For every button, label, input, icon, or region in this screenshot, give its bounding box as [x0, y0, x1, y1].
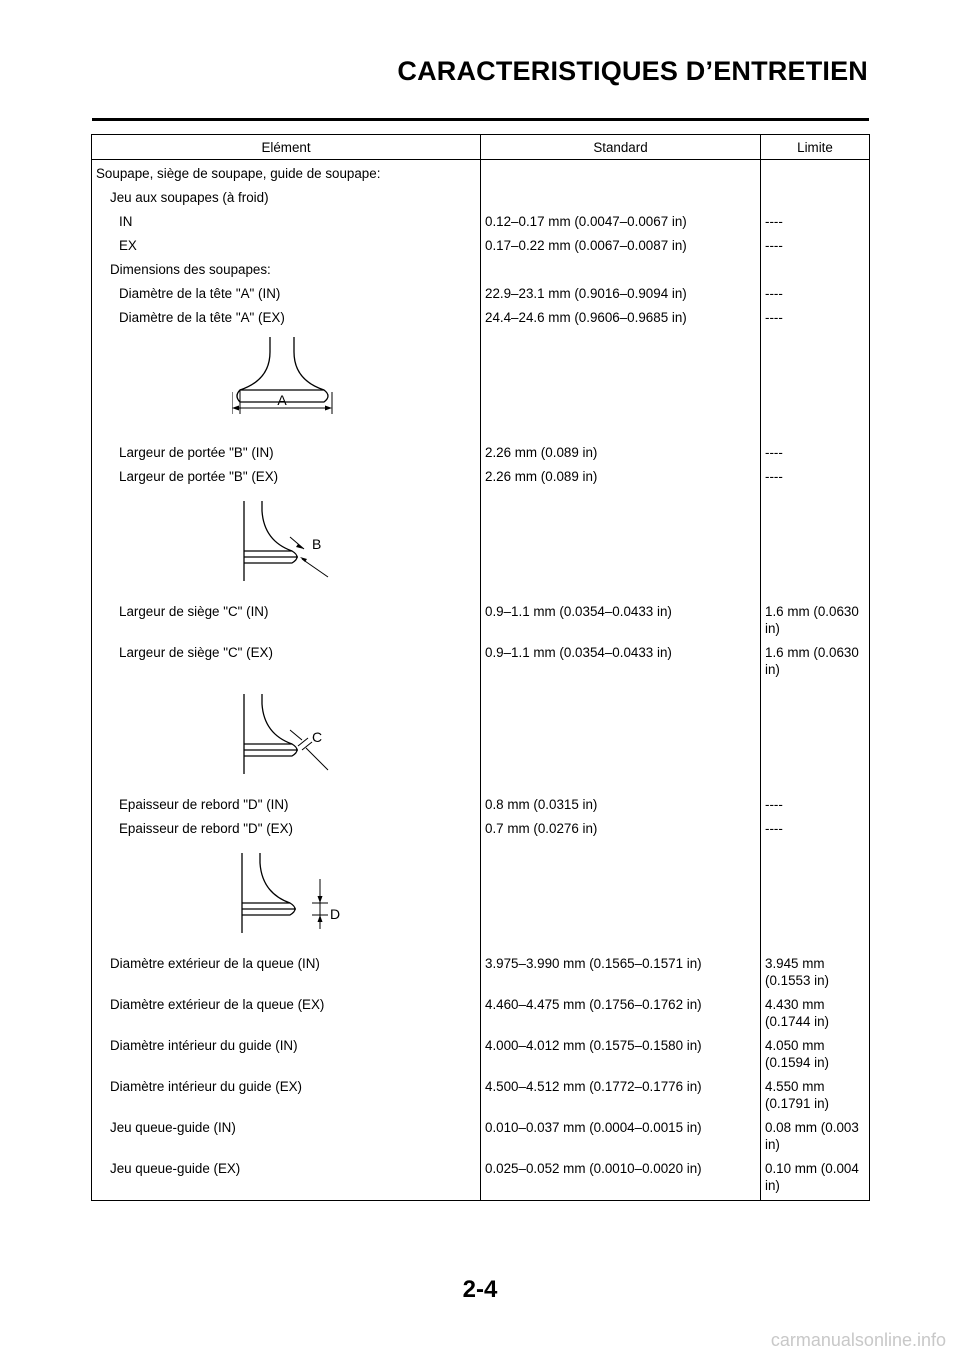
column-header-element: Elément: [92, 135, 481, 160]
figure-label-c: C: [312, 729, 323, 745]
element-cell: Epaisseur de rebord "D" (EX): [92, 813, 481, 837]
watermark[interactable]: carmanualsonline.info: [770, 1330, 946, 1350]
standard-cell: 2.26 mm (0.089 in): [481, 461, 761, 485]
element-cell: Jeu aux soupapes (à froid): [92, 182, 481, 206]
table-row: [92, 278, 870, 302]
limit-cell: 4.550 mm (0.1791 in): [761, 1071, 870, 1112]
table-row: [92, 254, 870, 278]
limit-cell: ----: [761, 206, 870, 230]
figure-row-a: [92, 326, 870, 444]
element-cell: Diamètre de la tête "A" (EX): [92, 302, 481, 326]
table-row: [92, 206, 870, 230]
element-cell: IN: [92, 206, 481, 230]
valve-head-diameter-diagram: [232, 332, 362, 432]
limit-cell: 1.6 mm (0.0630 in): [761, 637, 870, 678]
figure-cell: [92, 326, 481, 444]
page-title: CARACTERISTIQUES D’ENTRETIEN: [397, 56, 868, 86]
limit-cell: [761, 254, 870, 278]
figure-row-c: [92, 678, 870, 796]
element-cell: Largeur de portée "B" (IN): [92, 444, 481, 461]
standard-cell: 0.9–1.1 mm (0.0354–0.0433 in): [481, 637, 761, 678]
standard-cell: 0.17–0.22 mm (0.0067–0.0087 in): [481, 230, 761, 254]
table-row: [92, 230, 870, 254]
figure-label-b: B: [312, 536, 322, 552]
element-cell: EX: [92, 230, 481, 254]
standard-cell: [481, 182, 761, 206]
figure-row-b: [92, 485, 870, 603]
table-row: [92, 989, 870, 1030]
table-row: [92, 444, 870, 461]
limit-cell: 4.050 mm (0.1594 in): [761, 1030, 870, 1071]
limit-cell: ----: [761, 444, 870, 461]
column-header-limit: Limite: [761, 135, 870, 160]
element-cell: Largeur de portée "B" (EX): [92, 461, 481, 485]
standard-cell: 24.4–24.6 mm (0.9606–0.9685 in): [481, 302, 761, 326]
limit-cell: 0.10 mm (0.004 in): [761, 1153, 870, 1201]
element-cell: Jeu queue-guide (EX): [92, 1153, 481, 1201]
table-row: [92, 955, 870, 989]
standard-cell: 0.12–0.17 mm (0.0047–0.0067 in): [481, 206, 761, 230]
page-number: 2-4: [462, 1276, 498, 1303]
standard-cell: 3.975–3.990 mm (0.1565–0.1571 in): [481, 955, 761, 989]
standard-cell: 0.8 mm (0.0315 in): [481, 796, 761, 813]
figure-label-d: D: [330, 906, 341, 922]
element-cell: Epaisseur de rebord "D" (IN): [92, 796, 481, 813]
table-header-row: [92, 135, 870, 160]
figure-cell: [92, 678, 481, 796]
standard-cell: 0.7 mm (0.0276 in): [481, 813, 761, 837]
element-cell: Diamètre intérieur du guide (IN): [92, 1030, 481, 1071]
limit-cell: ----: [761, 461, 870, 485]
table-row: [92, 182, 870, 206]
element-cell: Diamètre de la tête "A" (IN): [92, 278, 481, 302]
table-row: [92, 1071, 870, 1112]
column-header-standard: Standard: [481, 135, 761, 160]
table-row: [92, 461, 870, 485]
standard-cell: [481, 160, 761, 183]
table-row: [92, 603, 870, 637]
header-rule: [92, 118, 869, 121]
limit-cell: ----: [761, 278, 870, 302]
table-row: [92, 160, 870, 183]
element-cell: Diamètre extérieur de la queue (IN): [92, 955, 481, 989]
margin-thickness-diagram: [232, 843, 362, 943]
face-width-diagram: [232, 491, 362, 591]
limit-cell: ----: [761, 302, 870, 326]
standard-cell: [481, 254, 761, 278]
standard-cell: 4.460–4.475 mm (0.1756–0.1762 in): [481, 989, 761, 1030]
figure-cell: [92, 485, 481, 603]
element-cell: Diamètre extérieur de la queue (EX): [92, 989, 481, 1030]
element-cell: Jeu queue-guide (IN): [92, 1112, 481, 1153]
table-row: [92, 637, 870, 678]
table-row: [92, 302, 870, 326]
standard-cell: 4.000–4.012 mm (0.1575–0.1580 in): [481, 1030, 761, 1071]
table-row: [92, 813, 870, 837]
table-row: [92, 1112, 870, 1153]
limit-cell: 0.08 mm (0.003 in): [761, 1112, 870, 1153]
standard-cell: 0.010–0.037 mm (0.0004–0.0015 in): [481, 1112, 761, 1153]
limit-cell: [761, 182, 870, 206]
limit-cell: 1.6 mm (0.0630 in): [761, 603, 870, 637]
standard-cell: 22.9–23.1 mm (0.9016–0.9094 in): [481, 278, 761, 302]
table-row: [92, 796, 870, 813]
limit-cell: 4.430 mm (0.1744 in): [761, 989, 870, 1030]
element-cell: Diamètre intérieur du guide (EX): [92, 1071, 481, 1112]
element-cell: Dimensions des soupapes:: [92, 254, 481, 278]
element-cell: Soupape, siège de soupape, guide de soupape:: [92, 160, 481, 183]
limit-cell: ----: [761, 813, 870, 837]
standard-cell: 2.26 mm (0.089 in): [481, 444, 761, 461]
figure-row-d: [92, 837, 870, 955]
spec-table: [91, 134, 870, 1201]
figure-cell: [92, 837, 481, 955]
standard-cell: 0.9–1.1 mm (0.0354–0.0433 in): [481, 603, 761, 637]
table-row: [92, 1153, 870, 1201]
standard-cell: 4.500–4.512 mm (0.1772–0.1776 in): [481, 1071, 761, 1112]
seat-width-diagram: [232, 684, 362, 784]
element-cell: Largeur de siège "C" (IN): [92, 603, 481, 637]
figure-label-a: A: [277, 392, 287, 408]
limit-cell: [761, 160, 870, 183]
element-cell: Largeur de siège "C" (EX): [92, 637, 481, 678]
limit-cell: ----: [761, 230, 870, 254]
limit-cell: 3.945 mm (0.1553 in): [761, 955, 870, 989]
standard-cell: 0.025–0.052 mm (0.0010–0.0020 in): [481, 1153, 761, 1201]
table-row: [92, 1030, 870, 1071]
limit-cell: ----: [761, 796, 870, 813]
